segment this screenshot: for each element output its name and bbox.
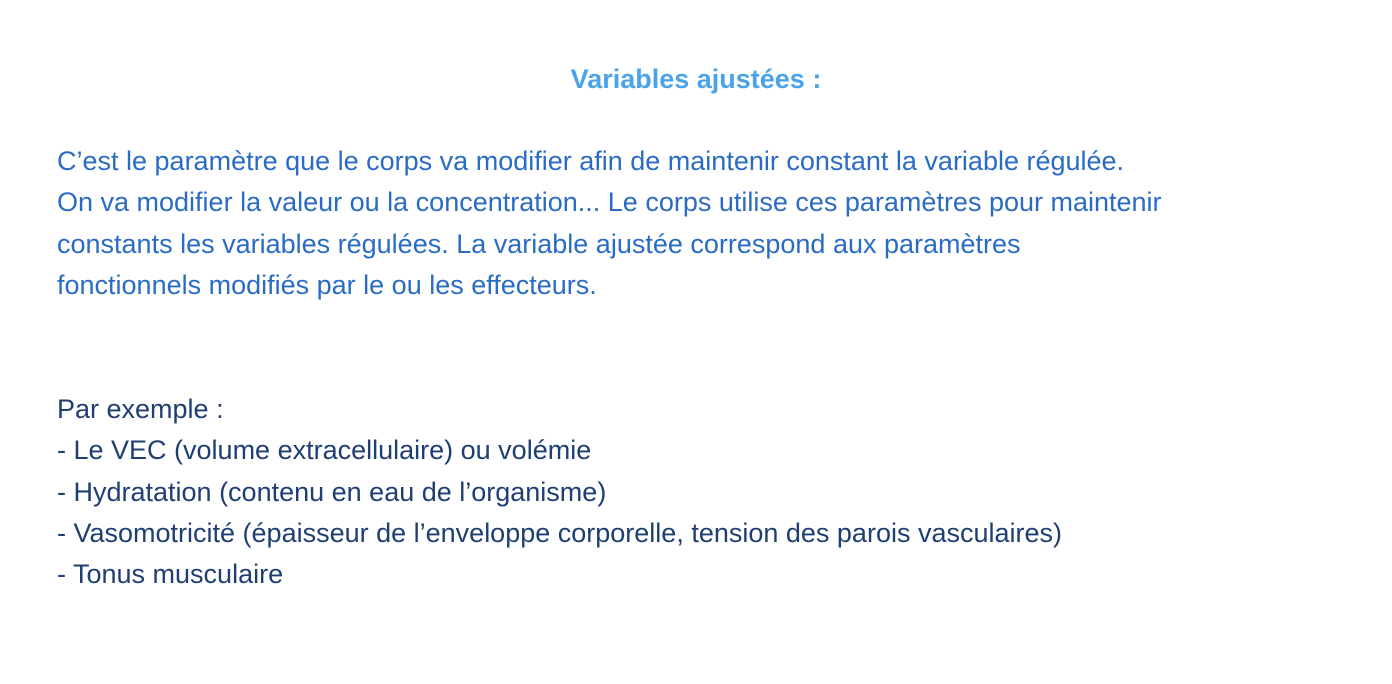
section-title: Variables ajustées : — [570, 64, 822, 94]
example-item: - Tonus musculaire — [57, 559, 284, 590]
example-item: - Le VEC (volume extracellulaire) ou volémie — [57, 435, 592, 466]
definition-paragraph — [57, 141, 1357, 306]
definition-line: C’est le paramètre que le corps va modifier afin de maintenir constant la variable régulée. — [57, 146, 1125, 176]
definition-line: constants les variables régulées. La variable ajustée correspond aux paramètres — [57, 228, 1021, 259]
examples-intro: Par exemple : — [57, 394, 224, 424]
example-item: - Vasomotricité (épaisseur de l’enveloppe corporelle, tension des parois vasculaires) — [57, 517, 1062, 548]
definition-line: fonctionnels modifiés par le ou les effecteurs. — [57, 269, 597, 300]
examples-list — [57, 430, 1357, 595]
example-item: - Hydratation (contenu en eau de l’organisme) — [57, 476, 607, 507]
definition-line: On va modifier la valeur ou la concentration... Le corps utilise ces paramètres pour maintenir — [57, 187, 1162, 218]
examples-section — [57, 389, 1357, 595]
